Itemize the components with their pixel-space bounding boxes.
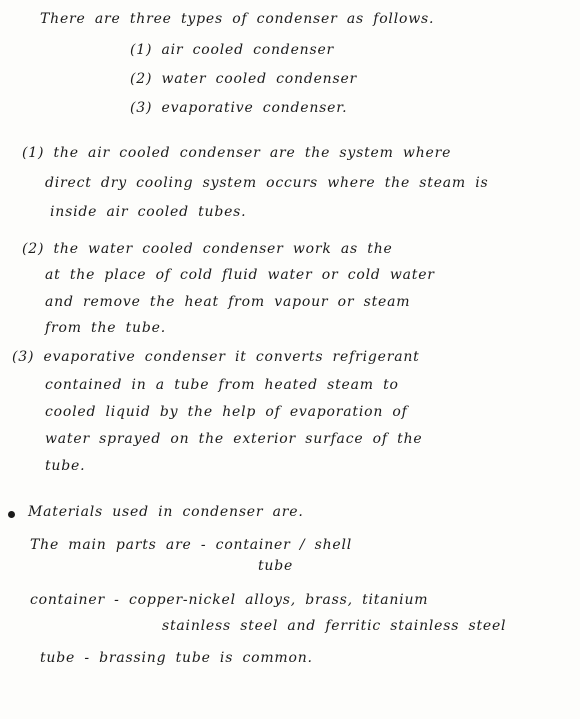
- para3-line3: cooled liquid by the help of evaporation of: [45, 404, 408, 420]
- container-line1: container - copper-nickel alloys, brass, titanium: [30, 592, 429, 608]
- main-parts-tube: tube: [258, 558, 294, 574]
- type-item-1: (1) air cooled condenser: [130, 42, 335, 58]
- type-item-2: (2) water cooled condenser: [130, 71, 358, 87]
- para2-line4: from the tube.: [45, 320, 166, 336]
- tube-line: tube - brassing tube is common.: [40, 650, 313, 666]
- para2-line2: at the place of cold fluid water or cold water: [45, 267, 435, 283]
- para3-line1: (3) evaporative condenser it converts refrigerant: [12, 349, 420, 365]
- para1-line1: (1) the air cooled condenser are the system where: [22, 145, 452, 161]
- intro-heading: There are three types of condenser as follows.: [40, 11, 435, 27]
- para3-line5: tube.: [45, 458, 86, 474]
- main-parts-line: The main parts are - container / shell: [30, 537, 353, 553]
- para2-line3: and remove the heat from vapour or steam: [45, 294, 411, 310]
- container-line2: stainless steel and ferritic stainless steel: [162, 618, 507, 634]
- para3-line4: water sprayed on the exterior surface of the: [45, 431, 423, 447]
- materials-heading: Materials used in condenser are.: [28, 504, 304, 520]
- para2-line1: (2) the water cooled condenser work as the: [22, 241, 393, 257]
- para3-line2: contained in a tube from heated steam to: [45, 377, 399, 393]
- para1-line2: direct dry cooling system occurs where the steam is: [45, 175, 489, 191]
- para1-line3: inside air cooled tubes.: [50, 204, 247, 220]
- type-item-3: (3) evaporative condenser.: [130, 100, 348, 116]
- bullet-icon: [8, 511, 15, 518]
